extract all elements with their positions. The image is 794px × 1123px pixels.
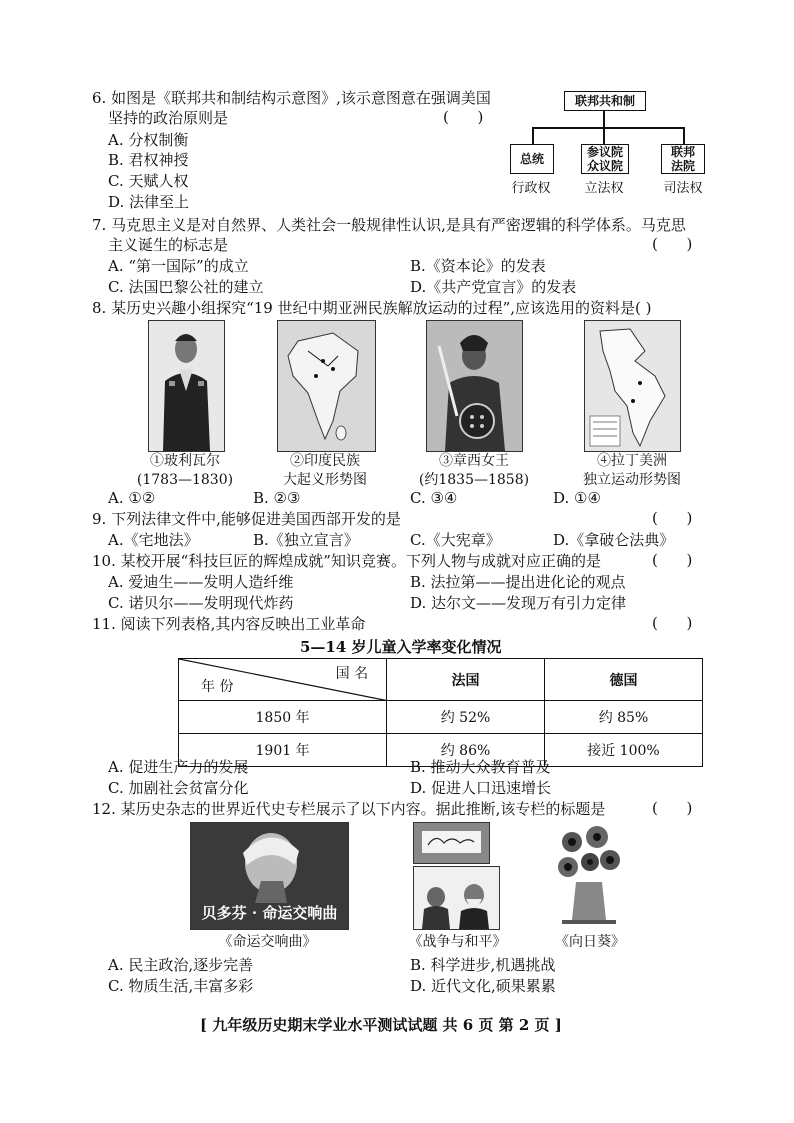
q12-book-title-image xyxy=(413,822,490,864)
q12-option-b: B. 科学进步,机遇挑战 xyxy=(410,956,556,974)
q11-enrollment-table xyxy=(178,658,703,767)
q12-option-a: A. 民主政治,逐步完善 xyxy=(108,956,254,974)
q8-caption-3-line2: (约1835—1858) xyxy=(418,472,530,488)
q11-row1-year: 1850 年 xyxy=(179,701,387,734)
q12-beethoven-poster xyxy=(190,822,349,930)
q10-option-a: A. 爱迪生——发明人造纤维 xyxy=(108,573,294,591)
diagram-legislative-label: 立法权 xyxy=(584,181,624,196)
q6-option-b: B. 君权神授 xyxy=(108,151,189,169)
q7-answer-paren[interactable]: ( ) xyxy=(652,235,693,253)
q9-answer-paren[interactable]: ( ) xyxy=(652,509,693,527)
q11-row2-germany: 接近 100% xyxy=(544,734,702,767)
q11-answer-paren[interactable]: ( ) xyxy=(652,614,693,632)
q10-option-c: C. 诺贝尔——发明现代炸药 xyxy=(108,594,294,612)
q11-header-year: 年 份 xyxy=(201,679,234,695)
q8-caption-2-line1: ②印度民族 xyxy=(290,453,360,469)
q11-row1-france: 约 52% xyxy=(387,701,545,734)
q8-caption-4 xyxy=(577,452,687,490)
q6-stem-line1: 6. 如图是《联邦共和制结构示意图》,该示意图意在强调美国 xyxy=(92,89,491,107)
q11-header-country: 国 名 xyxy=(335,666,369,682)
q8-caption-1 xyxy=(130,452,240,490)
q8-option-d: D. ①④ xyxy=(553,489,601,507)
page-footer: [ 九年级历史期末学业水平测试试题 共 6 页 第 2 页 ] xyxy=(200,1016,562,1034)
q6-stem-line2: 坚持的政治原则是 xyxy=(108,109,229,127)
diagram-house-label: 众议院 xyxy=(586,159,623,173)
diagram-court-label2: 法院 xyxy=(670,159,695,173)
q8-caption-4-line1: ④拉丁美洲 xyxy=(597,453,667,469)
q8-option-a: A. ①② xyxy=(108,489,156,507)
q10-option-b: B. 法拉第——提出进化论的观点 xyxy=(410,573,626,591)
q12-caption-3: 《向日葵》 xyxy=(555,934,625,950)
q8-caption-2-line2: 大起义形势图 xyxy=(283,472,367,488)
q10-stem: 10. 某校开展“科技巨匠的辉煌成就”知识竞赛。下列人物与成就对应正确的是 xyxy=(92,552,601,570)
q8-caption-3 xyxy=(418,452,530,490)
q6-option-d: D. 法律至上 xyxy=(108,193,190,211)
q7-stem-line1: 7. 马克思主义是对自然界、人类社会一般规律性认识,是具有严密逻辑的科学体系。马克思 xyxy=(92,216,686,234)
q11-option-d: D. 促进人口迅速增长 xyxy=(410,779,552,797)
q8-rani-portrait xyxy=(426,320,523,452)
q12-caption-1: 《命运交响曲》 xyxy=(218,934,317,950)
q8-caption-3-line1: ③章西女王 xyxy=(439,453,509,469)
q6-answer-paren[interactable]: ( ) xyxy=(443,108,484,126)
q8-caption-1-line2: (1783—1830) xyxy=(136,472,234,488)
q6-option-c: C. 天赋人权 xyxy=(108,172,189,190)
q12-option-c: C. 物质生活,丰富多彩 xyxy=(108,977,254,995)
q9-option-b: B.《独立宣言》 xyxy=(253,531,359,549)
diagram-court-box xyxy=(661,144,705,174)
q10-answer-paren[interactable]: ( ) xyxy=(652,551,693,569)
q11-row2-france: 约 86% xyxy=(387,734,545,767)
q8-stem: 8. 某历史兴趣小组探究“19 世纪中期亚洲民族解放运动的过程”,应该选用的资料是( ) xyxy=(92,299,652,317)
q8-caption-2 xyxy=(270,452,380,490)
q8-india-map xyxy=(277,320,376,452)
q12-answer-paren[interactable]: ( ) xyxy=(652,799,693,817)
q7-option-b: B.《资本论》的发表 xyxy=(410,257,546,275)
diagram-senate-label: 参议院 xyxy=(586,145,623,159)
diagram-judicial-label: 司法权 xyxy=(663,181,703,196)
q8-option-c: C. ③④ xyxy=(410,489,458,507)
q11-header-germany: 德国 xyxy=(544,659,702,701)
q11-header-france: 法国 xyxy=(387,659,545,701)
q8-bolivar-portrait xyxy=(148,320,225,452)
q10-option-d: D. 达尔文——发现万有引力定律 xyxy=(410,594,627,612)
q11-option-c: C. 加剧社会贫富分化 xyxy=(108,779,249,797)
q11-table-title: 5—14 岁儿童入学率变化情况 xyxy=(300,638,502,656)
q6-structure-diagram xyxy=(505,85,710,197)
q9-stem: 9. 下列法律文件中,能够促进美国西部开发的是 xyxy=(92,510,401,528)
q12-poster-text: 贝多芬 · 命运交响曲 xyxy=(201,904,338,922)
q11-header-diagonal-cell xyxy=(179,659,387,701)
q9-option-c: C.《大宪章》 xyxy=(410,531,501,549)
q7-stem-line2: 主义诞生的标志是 xyxy=(108,236,229,254)
q11-option-a: A. 促进生产力的发展 xyxy=(108,758,249,776)
q12-tolstoy-image xyxy=(413,866,500,930)
q7-option-c: C. 法国巴黎公社的建立 xyxy=(108,278,264,296)
diagram-court-label1: 联邦 xyxy=(670,145,695,159)
q8-caption-1-line1: ①玻利瓦尔 xyxy=(150,453,220,469)
diagram-executive-label: 行政权 xyxy=(511,181,551,196)
q12-caption-2: 《战争与和平》 xyxy=(408,934,507,950)
q11-row2-year: 1901 年 xyxy=(179,734,387,767)
q9-option-a: A.《宅地法》 xyxy=(108,531,199,549)
diagram-congress-box xyxy=(581,144,629,174)
diagram-top-box: 联邦共和制 xyxy=(564,91,646,111)
q7-option-d: D.《共产党宣言》的发表 xyxy=(410,278,577,296)
q11-row1-germany: 约 85% xyxy=(544,701,702,734)
q11-option-b: B. 推动大众教育普及 xyxy=(410,758,551,776)
q11-stem: 11. 阅读下列表格,其内容反映出工业革命 xyxy=(92,615,366,633)
table-row xyxy=(179,701,703,734)
q6-option-a: A. 分权制衡 xyxy=(108,131,189,149)
diagram-president-box: 总统 xyxy=(510,144,554,174)
q8-latin-america-map xyxy=(584,320,681,452)
q12-stem: 12. 某历史杂志的世界近代史专栏展示了以下内容。据此推断,该专栏的标题是 xyxy=(92,800,606,818)
q12-option-d: D. 近代文化,硕果累累 xyxy=(410,977,556,995)
q8-option-b: B. ②③ xyxy=(253,489,301,507)
q8-caption-4-line2: 独立运动形势图 xyxy=(583,472,681,488)
q12-sunflowers-image xyxy=(552,822,626,928)
q7-option-a: A. “第一国际”的成立 xyxy=(108,257,249,275)
q9-option-d: D.《拿破仑法典》 xyxy=(553,531,675,549)
